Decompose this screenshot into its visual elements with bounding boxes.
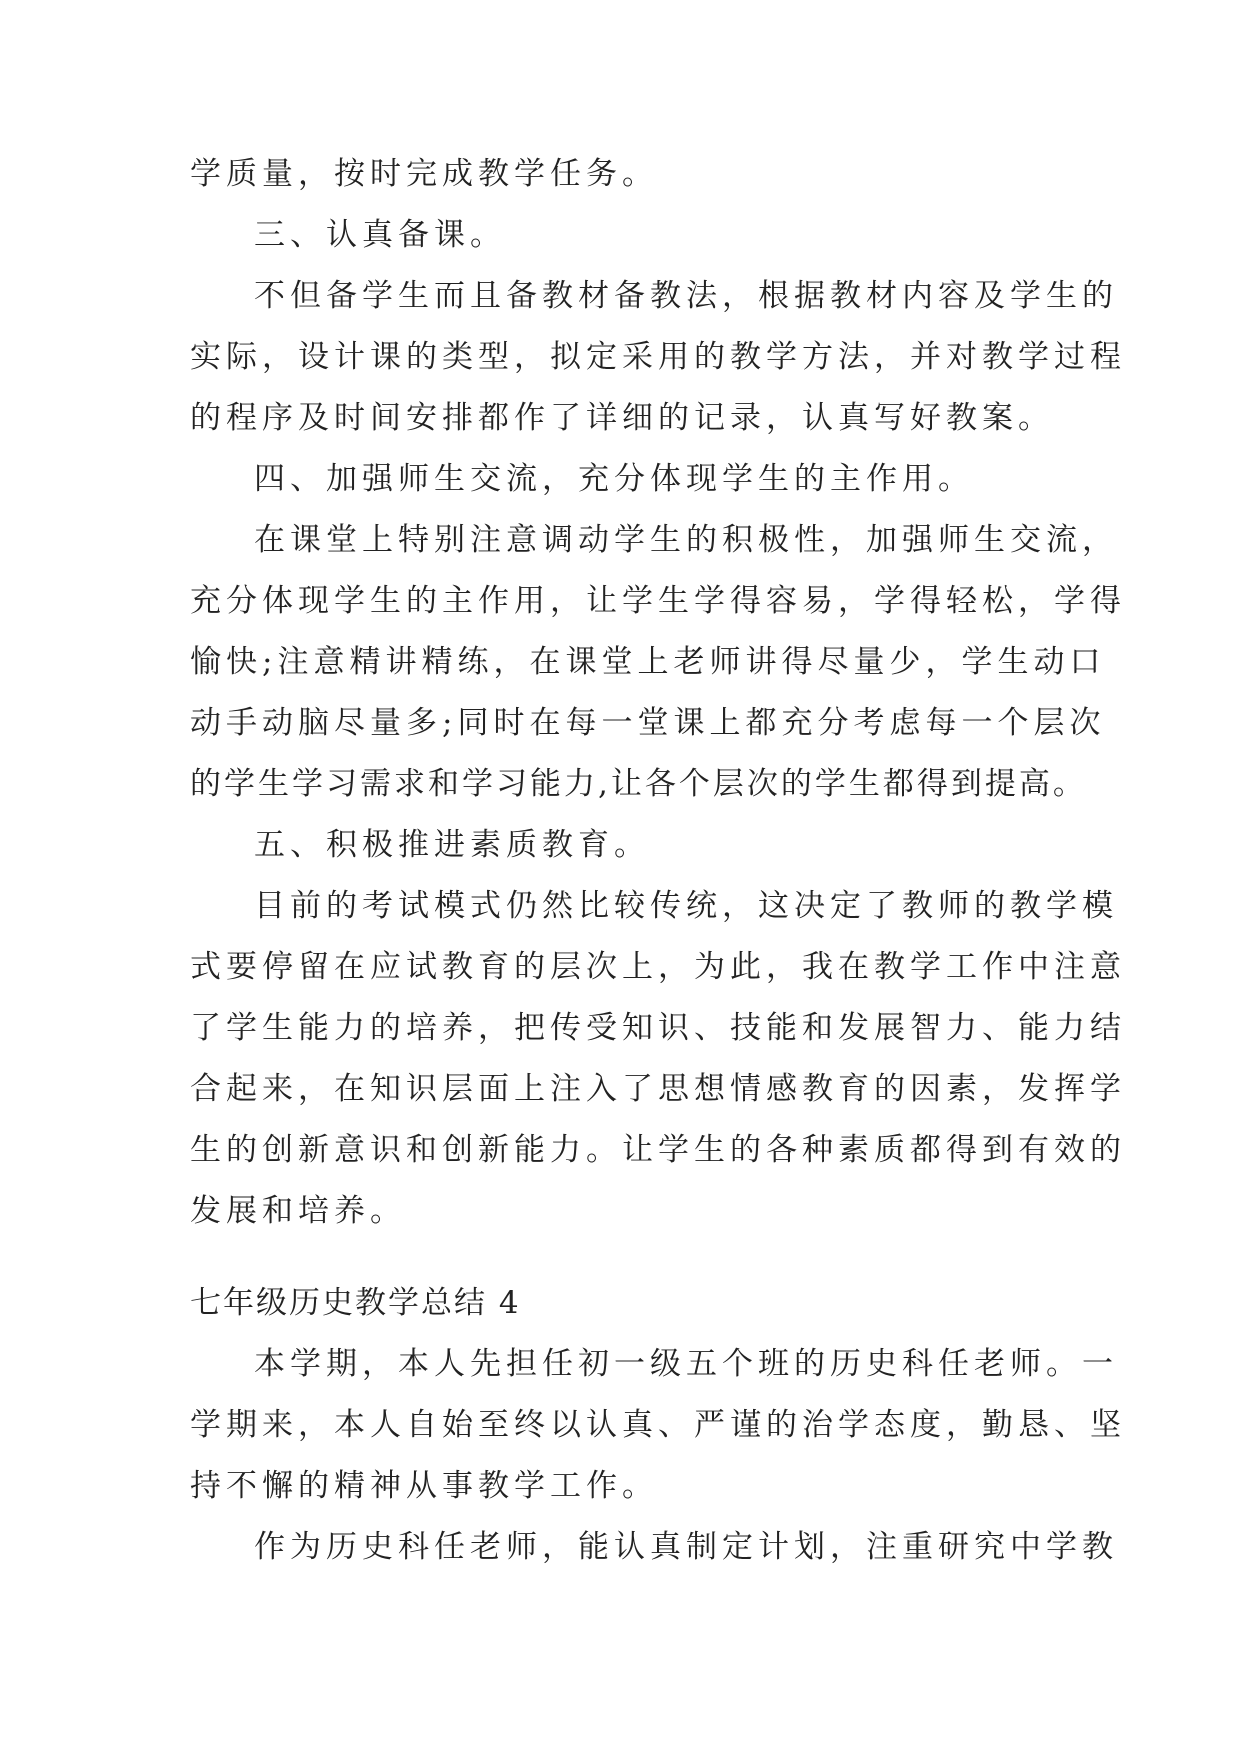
text-line: 愉快;注意精讲精练，在课堂上老师讲得尽量少，学生动口 xyxy=(190,644,1106,680)
text-line: 本学期，本人先担任初一级五个班的历史科任老师。一 xyxy=(254,1346,1118,1382)
text-line: 目前的考试模式仍然比较传统，这决定了教师的教学模 xyxy=(254,888,1118,924)
text-line: 的学生学习需求和学习能力,让各个层次的学生都得到提高。 xyxy=(190,766,1087,802)
document-title: 七年级历史教学总结 4 xyxy=(190,1285,521,1321)
text-line: 持不懈的精神从事教学工作。 xyxy=(190,1468,658,1504)
text-line: 学期来，本人自始至终以认真、严谨的治学态度，勤恳、坚 xyxy=(190,1407,1126,1443)
text-line: 在课堂上特别注意调动学生的积极性，加强师生交流， xyxy=(254,522,1118,558)
text-line: 生的创新意识和创新能力。让学生的各种素质都得到有效的 xyxy=(190,1132,1126,1168)
text-line: 实际，设计课的类型，拟定采用的教学方法，并对教学过程 xyxy=(190,339,1126,375)
text-line: 动手动脑尽量多;同时在每一堂课上都充分考虑每一个层次 xyxy=(190,705,1106,741)
text-line: 发展和培养。 xyxy=(190,1193,406,1229)
text-line: 不但备学生而且备教材备教法，根据教材内容及学生的 xyxy=(254,278,1118,314)
text-line: 学质量，按时完成教学任务。 xyxy=(190,156,658,192)
text-line: 式要停留在应试教育的层次上，为此，我在教学工作中注意 xyxy=(190,949,1126,985)
text-line: 合起来，在知识层面上注入了思想情感教育的因素，发挥学 xyxy=(190,1071,1126,1107)
section-heading: 四、加强师生交流，充分体现学生的主作用。 xyxy=(254,461,974,497)
section-heading: 五、积极推进素质教育。 xyxy=(254,827,650,863)
text-line: 作为历史科任老师，能认真制定计划，注重研究中学教 xyxy=(254,1529,1118,1565)
text-line: 了学生能力的培养，把传受知识、技能和发展智力、能力结 xyxy=(190,1010,1126,1046)
text-line: 的程序及时间安排都作了详细的记录，认真写好教案。 xyxy=(190,400,1054,436)
text-line: 充分体现学生的主作用，让学生学得容易，学得轻松，学得 xyxy=(190,583,1126,619)
section-heading: 三、认真备课。 xyxy=(254,217,506,253)
